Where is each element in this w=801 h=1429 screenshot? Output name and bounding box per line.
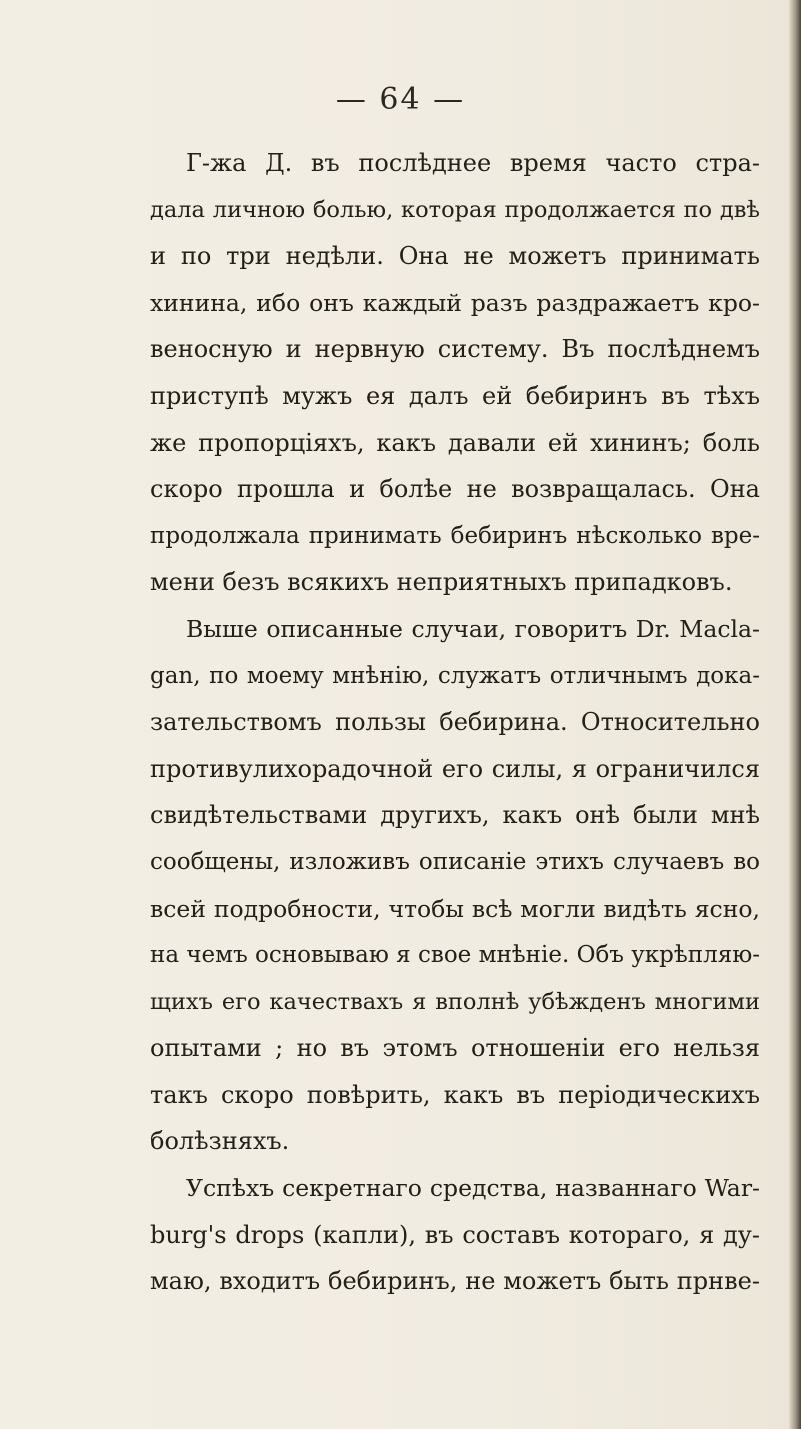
text-line: и по три недѣли. Она не можетъ принимать [150, 242, 760, 271]
text-line: Выше описанные случаи, говоритъ Dr. Macla- [186, 614, 760, 643]
text-line: щихъ его качествахъ я вполнѣ убѣжденъ многими [150, 988, 760, 1015]
text-line: такъ скоро повѣрить, какъ въ періодическихъ [150, 1080, 760, 1109]
text-line: веносную и нервную систему. Въ послѣднемъ [150, 335, 760, 364]
text-line: хинина, ибо онъ каждый разъ раздражаетъ кро- [150, 288, 760, 317]
text-line: дала личною болью, которая продолжается по двѣ [150, 196, 760, 223]
text-line: всей подробности, чтобы всѣ могли видѣть ясно, [150, 894, 760, 923]
text-line: маю, входитъ бебиринъ, не можетъ быть прнве- [150, 1267, 760, 1296]
text-line: болѣзняхъ. [150, 1127, 290, 1156]
text-line: же пропорціяхъ, какъ давали ей хининъ; боль [150, 428, 760, 457]
text-line: burg's drops (капли), въ составъ котораго, я ду- [150, 1220, 760, 1249]
page-number: — 64 — [335, 82, 466, 117]
text-line: сообщены, изложивъ описаніе этихъ случаевъ во [150, 848, 760, 875]
text-line: мени безъ всякихъ неприятныхъ припадковъ. [150, 568, 733, 597]
page-edge-shadow [789, 0, 801, 1429]
text-line: на чемъ основываю я свое мнѣніе. Объ укрѣпляю- [150, 942, 760, 969]
body-text [150, 140, 760, 1305]
text-line: продолжала принимать бебиринъ нѣсколько вре- [150, 522, 760, 549]
text-line: опытами ; но въ этомъ отношеніи его нельзя [150, 1034, 760, 1063]
text-line: Г-жа Д. въ послѣднее время часто стра- [186, 149, 760, 177]
text-line: gan, по моему мнѣнію, служатъ отличнымъ дока- [150, 662, 760, 689]
text-line: Успѣхъ секретнаго средства, названнаго War- [186, 1174, 760, 1203]
text-line: зательствомъ пользы бебирина. Относительно [150, 708, 760, 737]
text-line: свидѣтельствами другихъ, какъ онѣ были мнѣ [150, 801, 760, 830]
text-line: приступѣ мужъ ея далъ ей бебиринъ въ тѣхъ [150, 381, 760, 410]
text-line: скоро прошла и болѣе не возвращалась. Она [150, 475, 760, 504]
text-line: противулихорадочной его силы, я ограничился [150, 754, 760, 783]
